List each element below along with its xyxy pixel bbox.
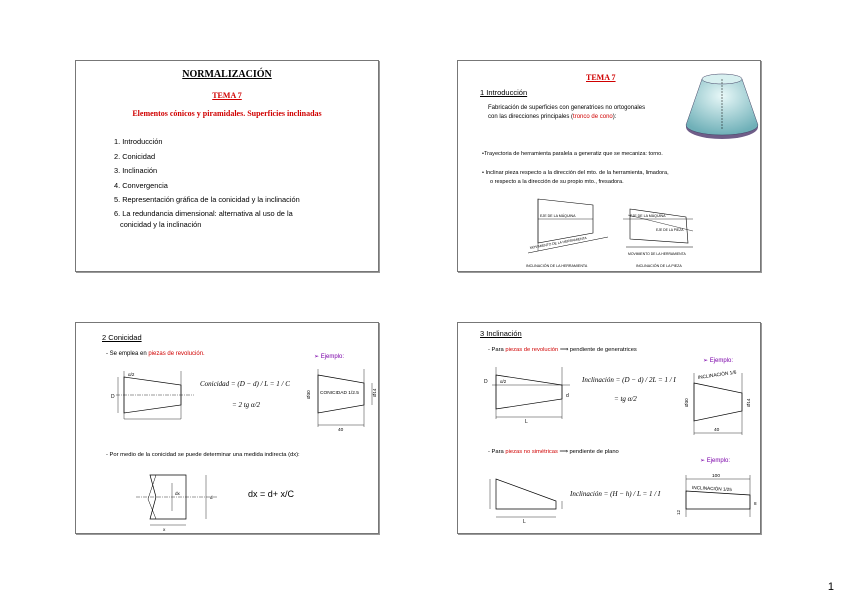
cone-profile-figure xyxy=(106,363,201,421)
dim-symbol: d xyxy=(210,495,213,500)
usage-highlight: piezas de revolución xyxy=(505,347,559,353)
dx-intro: - Por medio de la conicidad se puede determinar una medida indirecta (dx): xyxy=(106,452,300,458)
dim-symbol: L xyxy=(523,519,526,525)
dim-value: 100 xyxy=(712,474,721,479)
formula-eq: = (D − d) / L = 1 / C xyxy=(230,380,290,388)
intro-paragraph xyxy=(488,104,688,121)
section-heading-text: 3 Inclinación xyxy=(480,329,522,338)
slide-title: NORMALIZACIÓN xyxy=(182,69,272,80)
dim-value: 40 xyxy=(338,428,344,433)
fig-label: MOVIMIENTO DE LA HERRAMIENTA xyxy=(529,236,588,250)
agenda-item: 3. Inclinación xyxy=(114,166,158,176)
dim-symbol: D xyxy=(484,379,488,385)
bullet-text: • Inclinar pieza respecto a la dirección del mto. de la herramienta, limadora, xyxy=(482,170,669,176)
section-heading xyxy=(480,88,527,97)
page-number: 1 xyxy=(827,581,834,593)
arrow-icon: ⟹ xyxy=(558,347,569,353)
dim-value: 8 xyxy=(754,501,757,506)
inclinacion-profile-figure xyxy=(480,361,580,423)
inclinacion-example-figure xyxy=(680,369,760,437)
inclinacion-formula xyxy=(582,376,676,384)
inclinacion-plano-formula xyxy=(570,490,660,498)
intro-text: ): xyxy=(612,113,617,120)
slide-subtitle: Elementos cónicos y piramidales. Superficies inclinadas xyxy=(132,109,322,118)
dx-formula: dx = d+ x/C xyxy=(248,489,295,499)
fig-label: EJE DE LA MÁQUINA xyxy=(540,214,576,218)
section-heading xyxy=(102,333,142,342)
usage-text: - Para xyxy=(488,449,506,455)
agenda-item: 6. La redundancia dimensional: alternativa al uso de la xyxy=(114,208,293,218)
formula-eq: = (H − h) / L = 1 / I xyxy=(603,490,661,498)
bullet-limadora xyxy=(482,169,669,187)
ejemplo-label: ➢ Ejemplo: xyxy=(314,354,345,360)
agenda-item: 1. Introducción xyxy=(114,137,163,146)
inclinacion-revolucion xyxy=(488,347,637,353)
usage-text: pendiente de generatrices xyxy=(568,347,637,353)
dim-symbol: x xyxy=(163,528,166,533)
dim-value: Ø30 xyxy=(684,398,689,407)
conicidad-example-figure xyxy=(302,367,379,433)
agenda-item: 4. Convergencia xyxy=(114,180,168,190)
example-label: INCLINACIÓN 1/25 xyxy=(691,485,732,493)
agenda-item: 2. Conicidad xyxy=(114,151,156,161)
formula-label: Inclinación xyxy=(582,376,614,384)
intro-text: con las direcciones principales ( xyxy=(488,113,574,120)
usage-text: - Para xyxy=(488,347,506,353)
dim-symbol: L xyxy=(525,419,528,423)
ejemplo-label: ➢ Ejemplo: xyxy=(700,458,731,464)
usage-highlight: piezas no simétricas xyxy=(505,449,558,455)
dim-symbol: α/2 xyxy=(500,379,507,384)
section-heading-text: 1 Introducción xyxy=(480,88,528,97)
tema-label: TEMA 7 xyxy=(586,73,616,82)
inclinacion-formula-tg: = tg α/2 xyxy=(614,395,637,403)
conicidad-usage xyxy=(106,351,205,357)
slide-conicidad xyxy=(75,322,379,534)
formula-label: Inclinación xyxy=(570,490,602,498)
dim-value: Ø14 xyxy=(372,388,377,397)
bullet-text: o respecto a la dirección de su propio mto., fresadora. xyxy=(490,179,624,185)
dim-value: Ø30 xyxy=(306,390,311,399)
dim-symbol: α/2 xyxy=(128,372,135,377)
formula-label: Conicidad xyxy=(200,380,230,388)
slide-normalizacion xyxy=(75,60,379,272)
tema-label: TEMA 7 xyxy=(212,91,242,100)
usage-text: - Se emplea en xyxy=(106,351,149,357)
intro-text: Fabricación de superficies con generatrices no ortogonales xyxy=(488,105,646,111)
slide-introduccion xyxy=(457,60,761,272)
plane-example-figure xyxy=(676,469,761,525)
section-heading-text: 2 Conicidad xyxy=(102,333,142,342)
agenda-item: conicidad y la inclinación xyxy=(120,219,202,229)
inclinacion-no-simetricas xyxy=(488,449,619,455)
bullet-torno: •Trayectoria de herramienta paralela a generatiz que se mecaniza: torno. xyxy=(482,151,663,157)
usage-highlight: piezas de revolución. xyxy=(148,351,205,357)
usage-text: pendiente de plano xyxy=(567,449,619,455)
conicidad-formula-tg: = 2 tg α/2 xyxy=(232,401,261,409)
dim-value: Ø14 xyxy=(746,398,751,407)
plane-slope-figure xyxy=(478,473,568,525)
cone-frustum-image xyxy=(680,67,760,143)
dim-value: 12 xyxy=(676,509,681,515)
example-label: CONICIDAD 1/2.5 xyxy=(320,391,359,396)
slide-inclinacion xyxy=(457,322,761,534)
intro-highlight: tronco de cono xyxy=(573,113,613,120)
fig-caption: INCLINACIÓN DE LA HERRAMIENTA xyxy=(526,264,588,268)
ejemplo-label: ➢ Ejemplo: xyxy=(703,358,734,364)
machining-figures xyxy=(518,191,748,271)
dim-value: 40 xyxy=(714,428,720,433)
dx-figure xyxy=(126,463,231,533)
dim-symbol: D xyxy=(111,394,115,400)
figure-part-inclination xyxy=(623,209,693,268)
section-heading xyxy=(480,329,522,338)
dim-symbol: dx xyxy=(175,491,180,496)
agenda-item: 5. Representación gráfica de la conicidad y la inclinación xyxy=(114,195,300,205)
agenda-list xyxy=(114,135,364,230)
arrow-icon: ⟹ xyxy=(557,449,568,455)
fig-label: EJE DE LA MÁQUINA xyxy=(630,214,666,218)
formula-eq: = (D − d) / 2L = 1 / I xyxy=(615,376,676,384)
figure-tool-inclination xyxy=(526,199,608,268)
conicidad-formula xyxy=(200,380,290,388)
fig-caption: INCLINACIÓN DE LA PIEZA xyxy=(636,264,682,268)
dim-symbol: d xyxy=(566,393,569,399)
example-label: INCLINACIÓN 1/6 xyxy=(697,370,737,381)
fig-label: EJE DE LA PIEZA xyxy=(656,228,684,232)
fig-label: MOVIMIENTO DE LA HERRAMIENTA xyxy=(628,252,686,256)
